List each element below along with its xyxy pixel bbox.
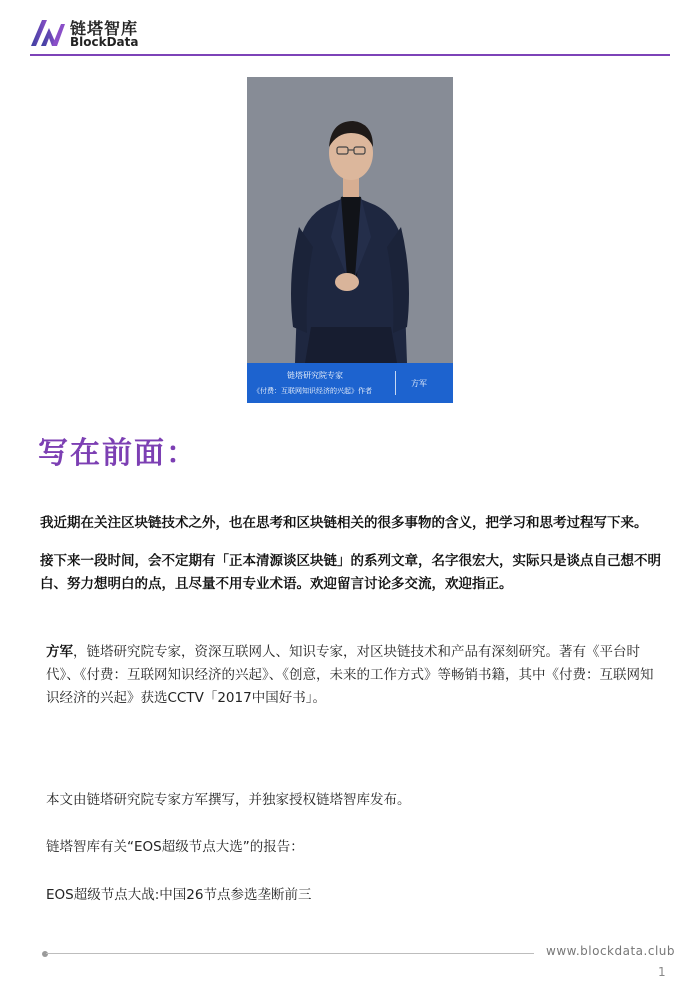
author-portrait-image (247, 77, 453, 363)
header-divider (30, 54, 670, 56)
footer-divider (46, 953, 534, 954)
blockdata-logo-icon (30, 18, 66, 48)
photo-caption (247, 363, 453, 403)
author-bio (46, 641, 666, 710)
caption-subtitle: 《付费：互联网知识经济的兴起》作者 (253, 387, 372, 395)
author-bio-text: ，链塔研究院专家，资深互联网人、知识专家，对区块链技术和产品有深刻研究。著有《平台时代》、《付费：互联网知识经济的兴起》、《创意，未来的工作方式》等畅销书籍，其中《付费：互联网知识经济的兴起》获选CCTV「2017中国好书」。 (46, 644, 654, 706)
report-title: EOS超级节点大战:中国26节点参选垄断前三 (46, 887, 312, 903)
footer-url: www.blockdata.club (546, 944, 675, 958)
author-name: 方军 (46, 644, 73, 660)
report-intro: 链塔智库有关“EOS超级节点大选”的报告： (46, 839, 304, 855)
page-header (30, 14, 670, 56)
intro-paragraph-1: 我近期在关注区块链技术之外，也在思考和区块链相关的很多事物的含义，把学习和思考过程写下来。 (40, 515, 648, 531)
author-photo (247, 77, 453, 403)
caption-title: 链塔研究院专家 (287, 371, 343, 380)
brand-name-cn: 链塔智库 (70, 19, 139, 38)
caption-divider (395, 371, 396, 395)
caption-name: 方军 (411, 379, 427, 388)
intro-paragraph-2: 接下来一段时间，会不定期有「正本清源谈区块链」的系列文章，名字很宏大，实际只是谈点自己想不明白、努力想明白的点，且尽量不用专业术语。欢迎留言讨论多交流，欢迎指正。 (40, 553, 661, 592)
brand-name-en: BlockData (70, 35, 139, 49)
authorization-note: 本文由链塔研究院专家方军撰写，并独家授权链塔智库发布。 (46, 792, 411, 808)
section-title: 写在前面： (38, 436, 198, 471)
page-number: 1 (658, 965, 666, 979)
footer-dot (42, 951, 48, 957)
